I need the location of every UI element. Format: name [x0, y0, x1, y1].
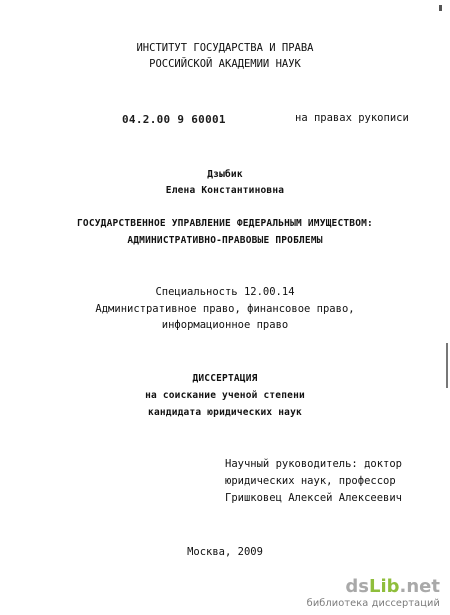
specialty-line-2: Административное право, финансовое право,	[95, 303, 355, 315]
scan-mark-top-right	[439, 5, 442, 11]
dissertation-line-1: на соискание ученой степени	[145, 390, 305, 401]
specialty-line-1: Специальность 12.00.14	[155, 286, 295, 298]
institution-line-2: РОССИЙСКОЙ АКАДЕМИИ НАУК	[149, 58, 301, 70]
thesis-title-line-1: ГОСУДАРСТВЕННОЕ УПРАВЛЕНИЕ ФЕДЕРАЛЬНЫМ ИМУЩЕСТВОМ:	[77, 218, 373, 229]
logo-lib-text: Lib	[369, 576, 400, 597]
city-year: Москва, 2009	[187, 546, 263, 558]
logo-net-text: .net	[399, 576, 440, 597]
logo-ds-text: ds	[345, 576, 369, 597]
watermark-subtitle: библиотека диссертаций	[306, 598, 440, 609]
dslib-watermark	[306, 576, 440, 611]
dissertation-heading: ДИССЕРТАЦИЯ	[192, 373, 258, 384]
supervisor-line-2: юридических наук, профессор	[225, 475, 396, 487]
author-given-names: Елена Константиновна	[165, 185, 285, 196]
author-surname: Дзыбик	[207, 169, 243, 180]
supervisor-line-1: Научный руководитель: доктор	[225, 458, 403, 470]
catalog-number: 04.2.00 9 60001	[122, 113, 226, 126]
manuscript-rights-label: на правах рукописи	[295, 112, 409, 124]
institution-line-1: ИНСТИТУТ ГОСУДАРСТВА И ПРАВА	[136, 42, 314, 54]
dslib-logo	[345, 577, 440, 597]
specialty-line-3: информационное право	[161, 319, 289, 331]
thesis-title-line-2: АДМИНИСТРАТИВНО-ПРАВОВЫЕ ПРОБЛЕМЫ	[127, 235, 323, 246]
supervisor-line-3: Гришковец Алексей Алексеевич	[225, 492, 403, 504]
dissertation-line-2: кандидата юридических наук	[148, 407, 302, 418]
